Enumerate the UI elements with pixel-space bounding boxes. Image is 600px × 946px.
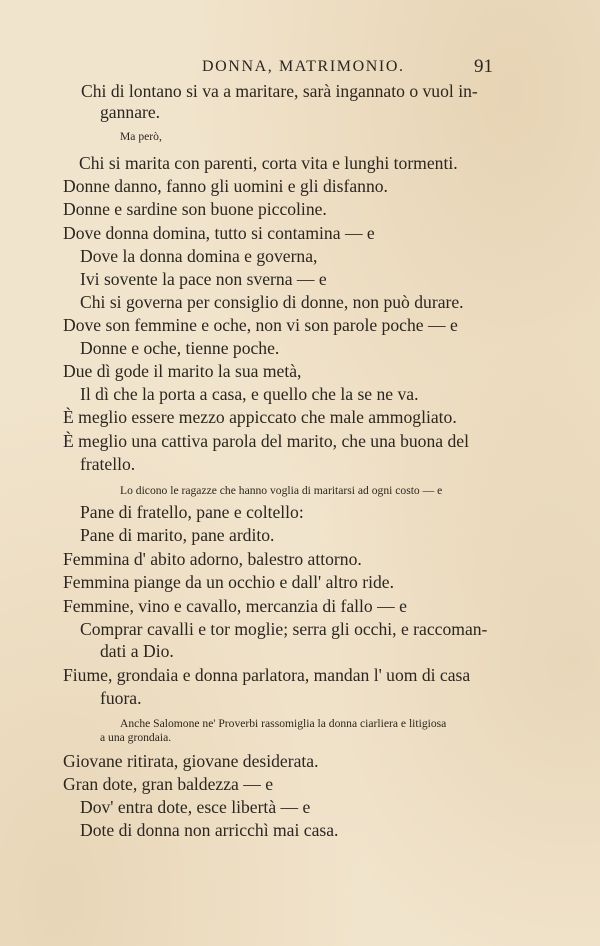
proverb-line: Dov' entra dote, esce libertà — e: [80, 797, 311, 817]
proverb-line: Giovane ritirata, giovane desiderata.: [63, 751, 319, 771]
note-line: Lo dicono le ragazze che hanno voglia di maritarsi ad ogni costo — e: [120, 484, 443, 497]
proverb-line: Pane di fratello, pane e coltello:: [80, 502, 304, 522]
proverb-line: Dove la donna domina e governa,: [80, 246, 318, 266]
proverb-line: Donne e oche, tienne poche.: [80, 338, 280, 358]
proverb-line: dati a Dio.: [100, 641, 174, 661]
proverb-line: Fiume, grondaia e donna parlatora, mandan l' uom di casa: [63, 665, 471, 685]
proverb-line: Dove donna domina, tutto si contamina — e: [63, 223, 375, 243]
proverb-line: Chi si governa per consiglio di donne, non può durare.: [80, 292, 464, 312]
proverb-line: È meglio una cattiva parola del marito, che una buona del: [63, 431, 469, 451]
proverb-line: Donne danno, fanno gli uomini e gli disfanno.: [63, 176, 388, 196]
proverb-line: gannare.: [100, 102, 161, 122]
proverb-line: Dote di donna non arricchì mai casa.: [80, 820, 339, 840]
proverb-line: Chi di lontano si va a maritare, sarà ingannato o vuol in-: [81, 81, 478, 101]
proverb-line: Chi si marita con parenti, corta vita e lunghi tormenti.: [79, 153, 458, 173]
note-line: a una grondaia.: [100, 731, 172, 744]
page-header: [0, 58, 600, 80]
proverb-line: fuora.: [100, 688, 142, 708]
proverb-line: Due dì gode il marito la sua metà,: [63, 361, 302, 381]
proverb-line: Ivi sovente la pace non sverna — e: [80, 269, 327, 289]
page-number: 91: [474, 56, 493, 77]
proverb-line: Dove son femmine e oche, non vi son parole poche — e: [63, 315, 458, 335]
proverb-line: Femmine, vino e cavallo, mercanzia di fallo — e: [63, 596, 407, 616]
proverb-line: Donne e sardine son buone piccoline.: [63, 199, 327, 219]
proverb-line: Femmina piange da un occhio e dall' altro ride.: [63, 572, 394, 592]
proverb-line: Gran dote, gran baldezza — e: [63, 774, 274, 794]
proverb-line: Femmina d' abito adorno, balestro attorno.: [63, 549, 362, 569]
note-line: Ma però,: [120, 130, 162, 143]
proverb-line: È meglio essere mezzo appiccato che male ammogliato.: [63, 407, 457, 427]
running-head: DONNA, MATRIMONIO.: [202, 58, 405, 75]
proverb-line: fratello.: [80, 454, 136, 474]
note-line: Anche Salomone ne' Proverbi rassomiglia la donna ciarliera e litigiosa: [120, 717, 447, 730]
proverb-line: Il dì che la porta a casa, e quello che la se ne va.: [80, 384, 419, 404]
proverb-line: Pane di marito, pane ardito.: [80, 525, 275, 545]
proverb-line: Comprar cavalli e tor moglie; serra gli occhi, e raccoman-: [80, 619, 488, 639]
